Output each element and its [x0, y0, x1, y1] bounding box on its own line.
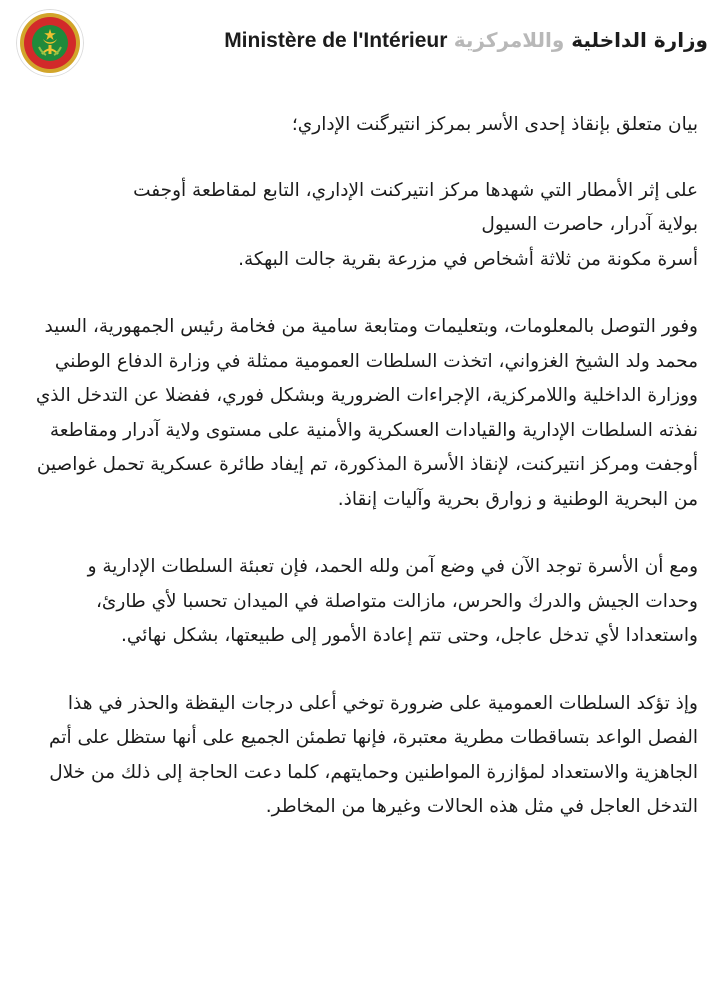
paragraph-incident: على إثر الأمطار التي شهدها مركز انتيركنت الإداري، التابع لمقاطعة أوجفت بولاية آدرار، حاصرت السيول أسرة مكونة من ثلاثة أشخاص في مزرعة بقرية جالت البهكة. [133, 179, 698, 270]
author-name-arabic-faded: واللامركزية [453, 27, 565, 52]
author-name-arabic: وزارة الداخلية [564, 27, 708, 52]
author-name-french: Ministère de l'Intérieur [224, 28, 448, 52]
paragraph-status: ومع أن الأسرة توجد الآن في وضع آمن ولله الحمد، فإن تعبئة السلطات الإدارية و وحدات الجيش والدرك والحرس، مازالت متواصلة في الميدان تحسبا لأي طارئ، واستعدادا لأي تدخل عاجل، وحتى تتم إعادة الأمور إلى طبيعتها، بشكل نهائي. [87, 556, 698, 646]
paragraph-warning: وإذ تؤكد السلطات العمومية على ضرورة توخي أعلى درجات اليقظة والحذر في هذا الفصل الواعد بتساقطات مطرية معتبرة، فإنها تطمئن الجميع على أنها ستظل على أتم الجاهزية والاستعداد لمؤازرة المواطنين وحمايتهم، كلما دعت الحاجة إلى ذلك من خلال التدخل العاجل في مثل هذه الحالات وغيرها من المخاطر. [49, 692, 698, 817]
post-header [16, 10, 708, 70]
paragraph-statement-title: بيان متعلق بإنقاذ إحدى الأسر بمركز انتيرگنت الإداري؛ [291, 114, 698, 135]
ministry-seal-avatar[interactable] [16, 9, 84, 77]
post-text [34, 108, 698, 858]
post-author-title[interactable] [98, 26, 708, 55]
paragraph-response: وفور التوصل بالمعلومات، وبتعليمات ومتابعة سامية من فخامة رئيس الجمهورية، السيد محمد ولد الشيخ الغزواني، اتخذت السلطات العمومية ممثلة في وزارة الدفاع الوطني ووزارة الداخلية واللامركزية، الإجراءات الضرورية وبشكل فوري، ففضلا عن التدخل الذي نفذته السلطات الإدارية والقيادات العسكرية والأمنية على مستوى ولاية آدرار ومقاطعة أوجفت ومركز انتيركنت، لإنقاذ الأسرة المذكورة، تم إيفاد طائرة عسكرية تحمل غواصين من البحرية الوطنية و زوارق بحرية وآليات إنقاذ. [35, 316, 698, 510]
